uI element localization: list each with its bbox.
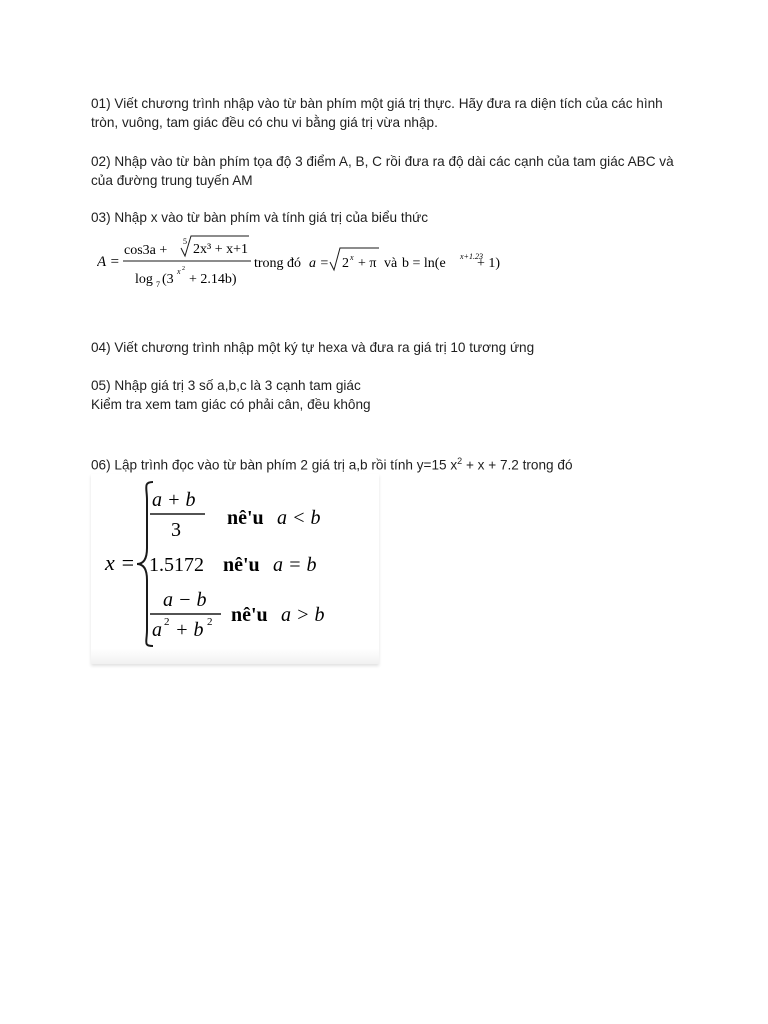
formula-x-case2-cond: a = b <box>273 554 317 576</box>
question-01-line-1: 01) Viết chương trình nhập vào từ bàn phím một giá trị thực. Hãy đưa ra diện tích của các hình <box>91 96 663 111</box>
formula-a-lhs: A = <box>97 254 120 270</box>
formula-a-denominator-log: log <box>135 272 153 287</box>
formula-a-denominator-open: (3 <box>162 272 174 287</box>
formula-a-denominator-rest: + 2.14b) <box>189 272 237 287</box>
formula-a-va: và <box>384 256 398 271</box>
formula-x-case3-den-a-exp: 2 <box>164 616 170 628</box>
formula-a-numerator-left: cos3a + <box>124 243 168 258</box>
question-02 <box>91 152 691 190</box>
question-06-superscript: 2 <box>457 456 463 466</box>
question-06-suffix: + x + 7.2 trong đó <box>462 457 573 473</box>
formula-a-b-tail: + 1) <box>477 256 501 271</box>
formula-a-expression <box>97 234 507 290</box>
formula-a-root-index: 5 <box>183 237 187 246</box>
formula-x-case1-numerator: a + b <box>152 489 196 511</box>
question-06-line-1 <box>91 452 691 475</box>
formula-a-radicand: 2x³ + x+1 <box>193 242 248 257</box>
question-06-prefix: 06) Lập trình đọc vào từ bàn phím 2 giá trị a,b rồi tính y=15 x <box>91 457 458 473</box>
formula-a-a-eq: a = <box>309 256 329 271</box>
question-06 <box>91 452 691 475</box>
formula-a-sqrt-2-exp: x <box>350 253 354 262</box>
formula-a-exp-x: x <box>177 267 181 276</box>
formula-a-sqrt-pi: + π <box>358 256 377 271</box>
question-01-line-2: tròn, vuông, tam giác đều có chu vi bằng giá trị vừa nhập. <box>91 115 438 130</box>
question-03 <box>91 208 691 227</box>
formula-x-case3-den-plus: + b <box>175 619 204 641</box>
formula-x-case3-den-a: a <box>152 619 162 641</box>
formula-x-case2-value: 1.5172 <box>149 554 204 576</box>
formula-x-case1-cond-word: nê'u <box>227 507 264 529</box>
question-05-line-1: 05) Nhập giá trị 3 số a,b,c là 3 cạnh tam giác <box>91 378 361 393</box>
question-01 <box>91 94 691 132</box>
formula-x-case1-cond: a < b <box>277 507 321 529</box>
formula-a-exp-2: 2 <box>182 266 185 272</box>
question-02-line-2: của đường trung tuyến AM <box>91 173 253 188</box>
question-03-line-1: 03) Nhập x vào từ bàn phím và tính giá trị của biểu thức <box>91 210 429 225</box>
formula-a-sqrt-2: 2 <box>342 256 349 271</box>
formula-x-lhs: x = <box>105 550 136 575</box>
formula-x-case3-den-b-exp: 2 <box>207 616 213 628</box>
question-05-line-2: Kiểm tra xem tam giác có phải cân, đều không <box>91 397 371 412</box>
formula-x-piecewise <box>91 474 379 664</box>
formula-x-case3-numerator: a − b <box>163 589 207 611</box>
question-04 <box>91 338 691 357</box>
formula-x-svg <box>91 474 379 664</box>
question-02-line-1: 02) Nhập vào từ bàn phím tọa độ 3 điểm A, B, C rồi đưa ra độ dài các cạnh của tam giác ABC và <box>91 154 674 169</box>
question-05 <box>91 376 691 414</box>
formula-a-log-base: 7 <box>156 280 160 289</box>
formula-a-trong-do: trong đó <box>254 256 302 271</box>
formula-x-case1-denominator: 3 <box>171 519 181 541</box>
formula-a-svg <box>97 234 507 290</box>
question-04-line-1: 04) Viết chương trình nhập một ký tự hexa và đưa ra giá trị 10 tương ứng <box>91 340 535 355</box>
formula-x-case3-cond: a > b <box>281 604 325 626</box>
formula-a-b-exp: x+1.23 <box>460 252 483 261</box>
formula-x-case3-cond-word: nê'u <box>231 604 268 626</box>
formula-a-b-eq: b = ln(e <box>402 256 446 271</box>
formula-x-case2-cond-word: nê'u <box>223 554 260 576</box>
